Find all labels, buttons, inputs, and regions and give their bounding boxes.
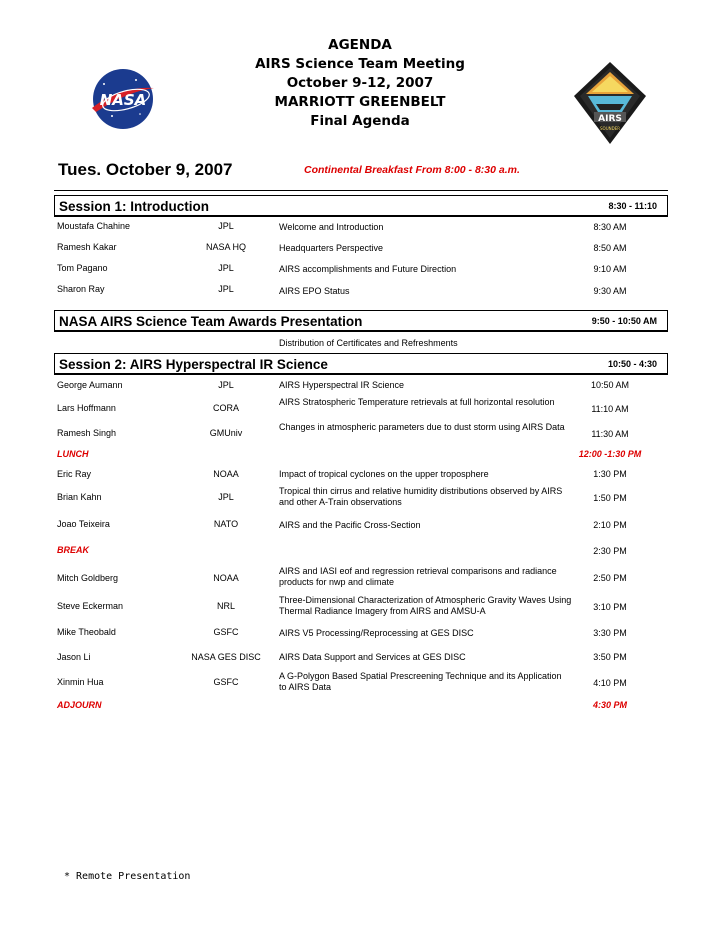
talk-topic: AIRS Data Support and Services at GES DISC	[279, 652, 466, 662]
talk-topic: A G-Polygon Based Spatial Prescreening Technique and its Application to AIRS Data	[279, 671, 562, 692]
talk-time: 1:50 PM	[593, 493, 627, 503]
session-time: 9:50 - 10:50 AM	[591, 316, 657, 326]
speaker-name: Jason Li	[57, 652, 91, 662]
talk-time: 3:30 PM	[593, 628, 627, 638]
speaker-name: George Aumann	[57, 380, 123, 390]
session-time: 10:50 - 4:30	[607, 359, 657, 369]
speaker-org: NASA HQ	[205, 242, 246, 252]
nasa-logo-text: NASA	[99, 91, 147, 109]
adjourn-time: 4:30 PM	[592, 700, 627, 710]
talk-topic: AIRS Hyperspectral IR Science	[279, 380, 405, 390]
speaker-org: NATO	[213, 519, 239, 529]
talk-time: 2:50 PM	[593, 573, 627, 583]
session-1-header	[54, 195, 668, 217]
talk-time: 4:10 PM	[593, 678, 627, 688]
speaker-org: JPL	[218, 221, 234, 231]
session-time: 8:30 - 11:10	[608, 201, 657, 211]
speaker-name: Tom Pagano	[57, 263, 108, 273]
speaker-name: Eric Ray	[57, 469, 92, 479]
divider	[54, 190, 668, 191]
session-title: Session 1: Introduction	[59, 199, 210, 214]
talk-topic: AIRS EPO Status	[279, 286, 350, 296]
speaker-name: Ramesh Singh	[57, 428, 117, 438]
speaker-org: JPL	[218, 492, 234, 502]
speaker-org: JPL	[218, 284, 234, 294]
speaker-name: Moustafa Chahine	[57, 221, 131, 231]
speaker-name: Lars Hoffmann	[57, 403, 116, 413]
title-line: AGENDA	[328, 37, 392, 53]
speaker-org: GSFC	[213, 677, 239, 687]
title-line: Final Agenda	[310, 113, 410, 129]
talk-time: 1:30 PM	[593, 469, 627, 479]
talk-time: 2:10 PM	[593, 520, 627, 530]
talk-topic: AIRS Stratospheric Temperature retrievals at full horizontal resolution	[279, 397, 555, 407]
talk-topic: Three-Dimensional Characterization of Atmospheric Gravity Waves Using Thermal Radiance Imagery from AIRS and AMSU-A	[279, 595, 572, 616]
speaker-org: JPL	[218, 380, 234, 390]
speaker-name: Sharon Ray	[57, 284, 105, 294]
title-line: AIRS Science Team Meeting	[255, 56, 465, 72]
speaker-name: Ramesh Kakar	[57, 242, 117, 252]
talk-topic: Tropical thin cirrus and relative humidity distributions observed by AIRS and other A-Train observations	[279, 486, 563, 507]
talk-time: 9:30 AM	[593, 286, 627, 296]
airs-patch-text: AIRS	[598, 114, 622, 124]
speaker-name: Joao Teixeira	[57, 519, 110, 529]
lunch-time: 12:00 -1:30 PM	[578, 449, 642, 459]
talk-topic: AIRS and IASI eof and regression retrieval comparisons and radiance products for nwp and climate	[279, 566, 557, 587]
talk-topic: Changes in atmospheric parameters due to dust storm using AIRS Data	[279, 422, 565, 432]
footnote: * Remote Presentation	[64, 871, 191, 882]
talk-topic: Headquarters Perspective	[279, 243, 384, 253]
nasa-logo	[90, 66, 156, 132]
talk-topic: Impact of tropical cyclones on the upper troposphere	[279, 469, 489, 479]
session-2-header	[54, 353, 668, 375]
speaker-name: Mitch Goldberg	[57, 573, 119, 583]
session-title: Session 2: AIRS Hyperspectral IR Science	[59, 357, 328, 372]
speaker-name: Xinmin Hua	[57, 677, 104, 687]
break-label: BREAK	[57, 545, 90, 555]
talk-time: 8:30 AM	[593, 222, 627, 232]
speaker-name: Brian Kahn	[57, 492, 102, 502]
break-time: 2:30 PM	[593, 546, 627, 556]
talk-time: 3:50 PM	[593, 652, 627, 662]
talk-time: 3:10 PM	[593, 602, 627, 612]
session-title: NASA AIRS Science Team Awards Presentation	[59, 314, 363, 329]
talk-topic: AIRS accomplishments and Future Direction	[279, 264, 457, 274]
speaker-org: CORA	[212, 403, 239, 413]
speaker-org: NOAA	[213, 573, 239, 583]
day-heading: Tues. October 9, 2007	[58, 160, 233, 179]
lunch-label: LUNCH	[57, 449, 89, 459]
talk-time: 11:30 AM	[591, 429, 629, 439]
speaker-org: JPL	[218, 263, 234, 273]
airs-patch-subtext: SOUNDER	[600, 126, 620, 131]
speaker-org: GSFC	[213, 627, 239, 637]
talk-time: 11:10 AM	[591, 404, 629, 414]
speaker-org: NASA GES DISC	[191, 652, 261, 662]
talk-time: 9:10 AM	[593, 264, 627, 274]
airs-mission-patch	[570, 60, 650, 146]
talk-topic: Welcome and Introduction	[279, 222, 384, 232]
speaker-org: GMUniv	[209, 428, 243, 438]
awards-note: Distribution of Certificates and Refreshments	[279, 338, 458, 348]
speaker-org: NOAA	[213, 469, 239, 479]
breakfast-note: Continental Breakfast From 8:00 - 8:30 a.m.	[304, 164, 520, 176]
speaker-name: Mike Theobald	[57, 627, 116, 637]
agenda-title-block	[210, 36, 510, 131]
adjourn-label: ADJOURN	[57, 700, 102, 710]
talk-time: 10:50 AM	[590, 380, 630, 390]
awards-header	[54, 310, 668, 332]
speaker-org: NRL	[216, 601, 235, 611]
talk-topic: AIRS V5 Processing/Reprocessing at GES DISC	[279, 628, 474, 638]
title-line: October 9-12, 2007	[286, 75, 434, 91]
talk-time: 8:50 AM	[593, 243, 627, 253]
speaker-name: Steve Eckerman	[57, 601, 124, 611]
title-line: MARRIOTT GREENBELT	[274, 94, 446, 110]
talk-topic: AIRS and the Pacific Cross-Section	[279, 520, 421, 530]
